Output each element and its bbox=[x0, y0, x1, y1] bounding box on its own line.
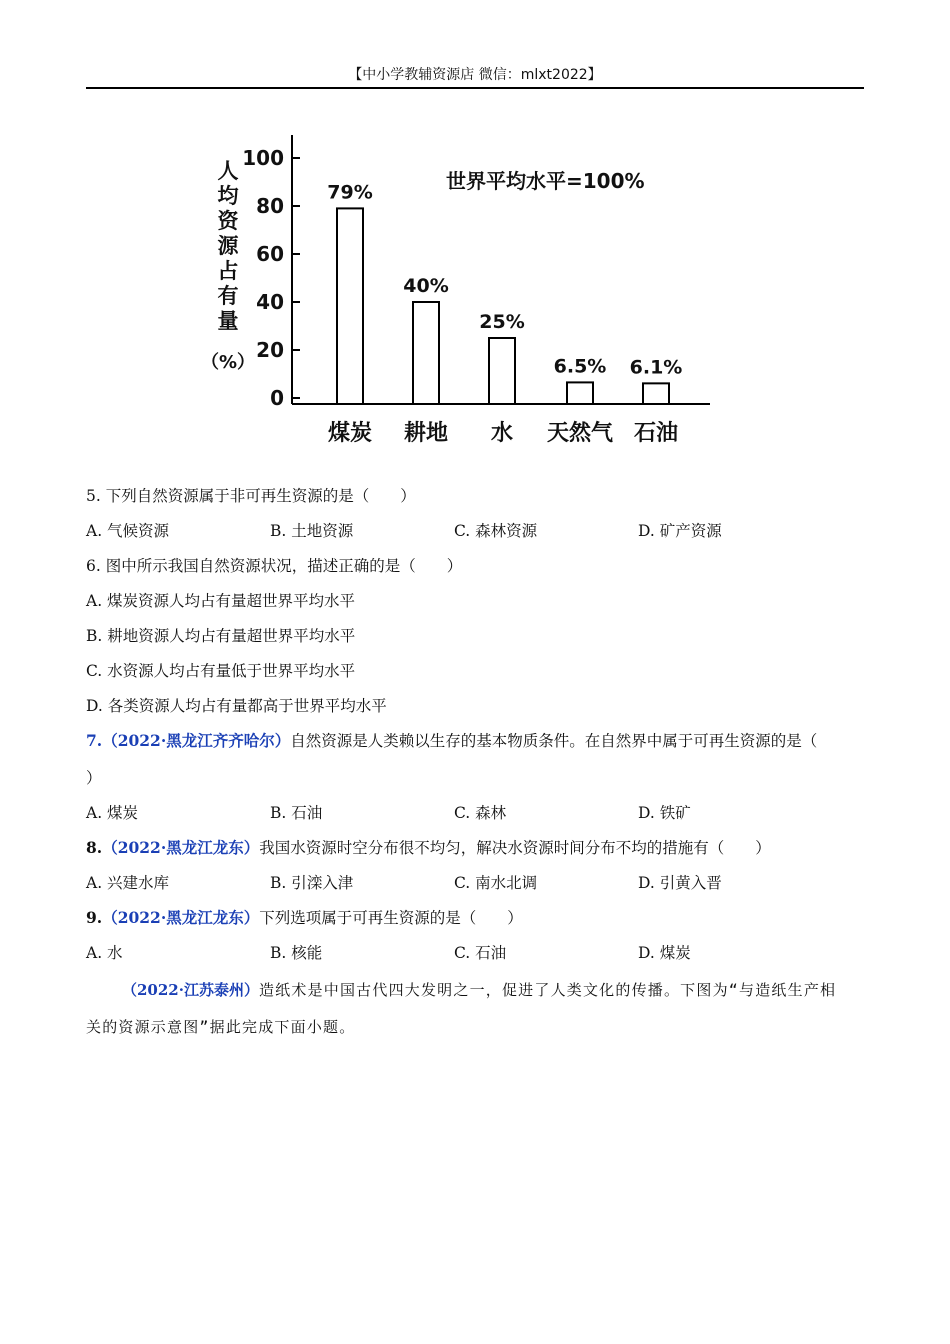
q5-option-d: D. 矿产资源 bbox=[638, 522, 722, 540]
intro-paragraph bbox=[86, 980, 864, 1000]
q5-stem: 5. 下列自然资源属于非可再生资源的是（ ） bbox=[86, 487, 416, 505]
q6-option-c: C. 水资源人均占有量低于世界平均水平 bbox=[86, 662, 356, 680]
q5-option-c: C. 森林资源 bbox=[454, 522, 538, 540]
y-tick-label: 20 bbox=[256, 338, 284, 362]
q5-option-b: B. 土地资源 bbox=[270, 522, 354, 540]
header-rule bbox=[86, 87, 864, 89]
category-label: 煤炭 bbox=[327, 421, 373, 446]
bar bbox=[337, 208, 363, 404]
bar bbox=[567, 382, 593, 404]
q7-stem-line bbox=[86, 731, 817, 751]
q8-number: 8. bbox=[86, 838, 103, 857]
intro-source: （2022·江苏泰州） bbox=[122, 981, 259, 999]
q9-option-b: B. 核能 bbox=[270, 944, 323, 962]
q7-option-b: B. 石油 bbox=[270, 804, 323, 822]
q7-option-d: D. 铁矿 bbox=[638, 804, 691, 822]
bar-value-label: 79% bbox=[327, 181, 373, 204]
category-label: 水 bbox=[490, 421, 514, 446]
category-label: 石油 bbox=[633, 421, 679, 446]
q7-stem: 自然资源是人类赖以生存的基本物质条件。在自然界中属于可再生资源的是（ bbox=[290, 732, 818, 750]
y-tick-label: 40 bbox=[256, 290, 284, 314]
resource-bar-chart bbox=[200, 120, 730, 460]
y-axis-label-char: 人 bbox=[217, 159, 239, 183]
y-axis-unit: （%） bbox=[200, 352, 256, 373]
q9-option-d: D. 煤炭 bbox=[638, 944, 691, 962]
q9-stem: 下列选项属于可再生资源的是（ ） bbox=[259, 909, 523, 927]
bar bbox=[489, 338, 515, 404]
y-tick-label: 80 bbox=[256, 194, 284, 218]
y-axis-label-char: 有 bbox=[217, 284, 239, 308]
bar bbox=[643, 383, 669, 404]
q9-source: （2022·黑龙江龙东） bbox=[102, 908, 260, 927]
q6-option-a: A. 煤炭资源人均占有量超世界平均水平 bbox=[86, 592, 356, 610]
intro-line-2: 关的资源示意图”据此完成下面小题。 bbox=[86, 1018, 356, 1036]
bar bbox=[413, 302, 439, 404]
bar-value-label: 25% bbox=[479, 311, 525, 333]
q7-source: （2022·黑龙江齐齐哈尔） bbox=[102, 731, 291, 750]
q9-option-a: A. 水 bbox=[86, 944, 123, 962]
y-axis-label-char: 源 bbox=[217, 234, 239, 258]
q6-option-b: B. 耕地资源人均占有量超世界平均水平 bbox=[86, 627, 356, 645]
page-header: 【中小学教辅资源店 微信：mlxt2022】 bbox=[348, 67, 602, 83]
bar-value-label: 6.1% bbox=[629, 356, 683, 379]
bar-value-label: 40% bbox=[403, 275, 449, 297]
y-tick-label: 0 bbox=[270, 386, 284, 410]
q6-stem: 6. 图中所示我国自然资源状况，描述正确的是（ ） bbox=[86, 557, 463, 575]
category-label: 天然气 bbox=[546, 421, 614, 446]
q8-option-a: A. 兴建水库 bbox=[86, 874, 170, 892]
q9-number: 9. bbox=[86, 908, 103, 927]
category-label: 耕地 bbox=[403, 421, 449, 446]
y-axis-label-char: 量 bbox=[217, 309, 239, 333]
q9-stem-line bbox=[86, 908, 523, 928]
y-tick-label: 60 bbox=[256, 242, 284, 266]
q8-option-c: C. 南水北调 bbox=[454, 874, 538, 892]
y-axis-label-char: 资 bbox=[217, 209, 239, 233]
q8-source: （2022·黑龙江龙东） bbox=[102, 838, 260, 857]
q7-option-c: C. 森林 bbox=[454, 804, 507, 822]
bars bbox=[327, 181, 682, 446]
y-axis-label bbox=[201, 159, 255, 373]
world-average-annotation: 世界平均水平=100% bbox=[446, 169, 645, 193]
y-axis-label-char: 占 bbox=[217, 259, 239, 283]
q8-stem: 我国水资源时空分布很不均匀，解决水资源时间分布不均的措施有（ ） bbox=[259, 839, 771, 857]
q5-option-a: A. 气候资源 bbox=[86, 522, 170, 540]
intro-line-1: 造纸术是中国古代四大发明之一，促进了人类文化的传播。下图为“与造纸生产相 bbox=[258, 981, 837, 999]
q6-option-d: D. 各类资源人均占有量都高于世界平均水平 bbox=[86, 697, 387, 715]
q8-option-d: D. 引黄入晋 bbox=[638, 874, 722, 892]
q7-option-a: A. 煤炭 bbox=[86, 804, 139, 822]
q8-option-b: B. 引滦入津 bbox=[270, 874, 354, 892]
q7-number: 7. bbox=[86, 731, 103, 750]
bar-value-label: 6.5% bbox=[553, 355, 607, 378]
y-axis-label-char: 均 bbox=[217, 184, 239, 208]
y-tick-label: 100 bbox=[242, 146, 284, 170]
q9-option-c: C. 石油 bbox=[454, 944, 507, 962]
q7-stem-continuation: ） bbox=[86, 769, 102, 787]
q8-stem-line bbox=[86, 838, 771, 858]
